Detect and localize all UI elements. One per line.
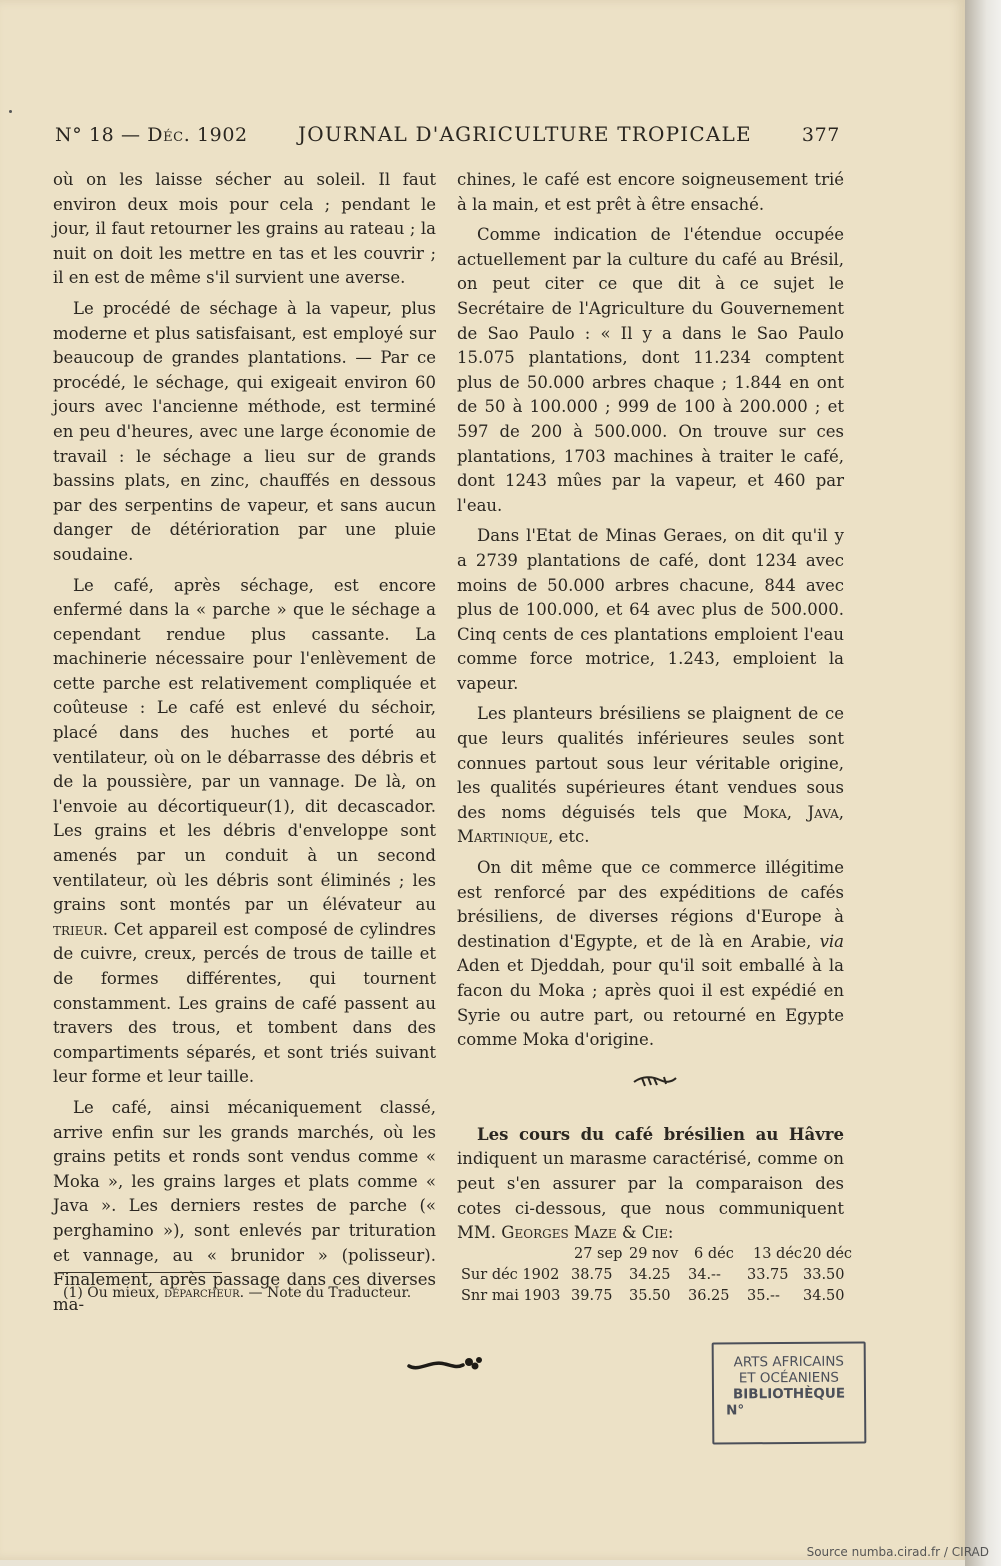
paragraph: où on les laisse sécher au soleil. Il faut environ deux mois pour cela ; pendant le jour, il faut retourner les grains au rateau ; la nuit on doit les mettre en tas et les couvrir ; il en est de même s'il survient une averse. (53, 170, 436, 288)
library-stamp: ARTS AFRICAINS ET OCÉANIENS BIBLIOTHÈQUE N° (712, 1341, 867, 1444)
issue-number: N° 18 — Déc. 1902 (55, 124, 248, 146)
paragraph: Le procédé de séchage à la vapeur, plus moderne et plus satisfaisant, est employé sur beaucoup de grandes plantations. — Par ce procédé, le séchage, qui exigeait environ 60 jours avec l'ancienne méthode, est terminé en peu d'heures, avec une large économie de travail : le séchage a lieu sur de grands bassins plats, en zinc, chauffés en dessous par des serpentins de vapeur, et sans aucun danger de détérioration par une pluie soudaine. (53, 298, 436, 564)
page-edge (965, 0, 1001, 1566)
paragraph: Dans l'Etat de Minas Geraes, on dit qu'il y a 2739 plantations de café, dont 1234 avec moins de 50.000 arbres chacune, 844 avec plus de 100.000, et 64 avec plus de 500.000. Cinq cents de ces plantations emploient l'eau comme force motrice, 1.243, emploient la vapeur. (457, 526, 844, 693)
table-cell: 39.75 (571, 1288, 613, 1304)
source-credit: Source numba.cirad.fr / CIRAD (806, 1545, 989, 1559)
column-header: 27 sep (574, 1246, 623, 1262)
row-label: Snr mai 1903 (461, 1288, 561, 1304)
table-cell: 35.50 (629, 1288, 671, 1304)
price-table-header (461, 1246, 851, 1267)
section-title: Les cours du café brésilien au Hâvre (477, 1124, 844, 1144)
tailpiece-ornament-icon (405, 1352, 495, 1376)
firm-name: Georges Maze & Cie (501, 1223, 668, 1243)
table-cell: 34.-- (688, 1267, 721, 1283)
column-header: 29 nov (629, 1246, 679, 1262)
table-cell: 33.75 (747, 1267, 789, 1283)
paragraph: Les planteurs brésiliens se plaignent de ce que leurs qualités inférieures seules sont connues partout sous leur véritable origine, les qualités supérieures étant vendues sous des noms déguisés tels que Moka, Java, Martinique, etc. (457, 704, 844, 847)
footnote-reference: (1) (266, 796, 290, 816)
table-row (461, 1288, 851, 1309)
market-report-paragraph: Les cours du café brésilien au Hâvre indiquent un marasme caractérisé, comme on peut s'en assurer par la comparaison des cotes ci-dessous, que nous communiquent MM. Georges Maze & Cie: (457, 1124, 844, 1243)
left-column (53, 168, 436, 1323)
table-cell: 35.-- (747, 1288, 780, 1304)
table-cell: 33.50 (803, 1267, 845, 1283)
table-cell: 34.25 (629, 1267, 671, 1283)
price-table (461, 1246, 851, 1309)
paragraph: Comme indication de l'étendue occupée actuellement par la culture du café au Brésil, on peut citer ce que dit à ce sujet le Secrétaire de l'Agriculture du Gouvernement de Sao Paulo : « Il y a dans le Sao Paulo 15.075 plantations, dont 11.234 comptent plus de 50.000 arbres chaque ; 1.844 en ont de 50 à 100.000 ; 999 de 100 à 200.000 ; et 597 de 200 à 500.000. On trouve sur ces plantations, 1703 machines à traiter le café, dont 1243 mûes par la vapeur, et 460 par l'eau. (457, 225, 844, 515)
footnote-rule (58, 1272, 222, 1273)
table-cell: 34.50 (803, 1288, 845, 1304)
column-header: 20 déc (803, 1246, 853, 1262)
table-row (461, 1267, 851, 1288)
table-cell: 38.75 (571, 1267, 613, 1283)
column-header: 13 déc (753, 1246, 803, 1262)
fleuron-ornament-icon (630, 1070, 680, 1090)
running-header (55, 122, 840, 152)
paragraph: Le café, après séchage, est encore enfermé dans la « parche » que le séchage a cependant rendue plus cassante. La machinerie nécessaire pour l'enlèvement de cette parche est relativement compliquée et coûteuse : Le café est enlevé du séchoir, placé dans des huches et porté au ventilateur, où on le débarrasse des débris et de la poussière, par un vannage. De là, on l'envoie au décortiqueur(1), dit decascador. Les grains et les débris d'enveloppe sont amenés par un conduit à un second ventilateur, où les débris sont éliminés ; les grains sont montés par un élévateur au trieur. Cet appareil est composé de cylindres de cuivre, creux, percés de trous de taille et de formes différentes, qui tournent constamment. Les grains de café passent au travers des trous, et tombent dans des compartiments séparés, et sont triés suivant leur forme et leur taille. (53, 575, 436, 1087)
column-header: 6 déc (694, 1246, 734, 1262)
paragraph: Le café, ainsi mécaniquement classé, arrive enfin sur les grands marchés, où les grains petits et ronds sont vendus comme « Moka », les grains larges et plats comme « Java ». Les derniers restes de parche (« perghamino »), sont enlevés par trituration et vannage, au « brunidor » (polisseur). Finalement, après passage dans ces diverses ma- (53, 1097, 436, 1314)
paper-speck (9, 110, 12, 113)
table-cell: 36.25 (688, 1288, 730, 1304)
footnote: (1) Ou mieux, déparcheur. — Note du Traducteur. (63, 1285, 412, 1301)
page-number: 377 (801, 124, 840, 146)
paragraph: chines, le café est encore soigneusement trié à la main, et est prêt à être ensaché. (457, 170, 844, 214)
paragraph: On dit même que ce commerce illégitime est renforcé par des expéditions de cafés brésiliens, de diverses régions d'Europe à destination d'Egypte, et de là en Arabie, via Aden et Djeddah, pour qu'il soit emballé à la facon du Moka ; après quoi il est expédié en Syrie ou autre part, ou retourné en Egypte comme Moka d'origine. (457, 858, 844, 1050)
journal-title: JOURNAL D'AGRICULTURE TROPICALE (298, 122, 752, 146)
row-label: Sur déc 1902 (461, 1267, 560, 1283)
